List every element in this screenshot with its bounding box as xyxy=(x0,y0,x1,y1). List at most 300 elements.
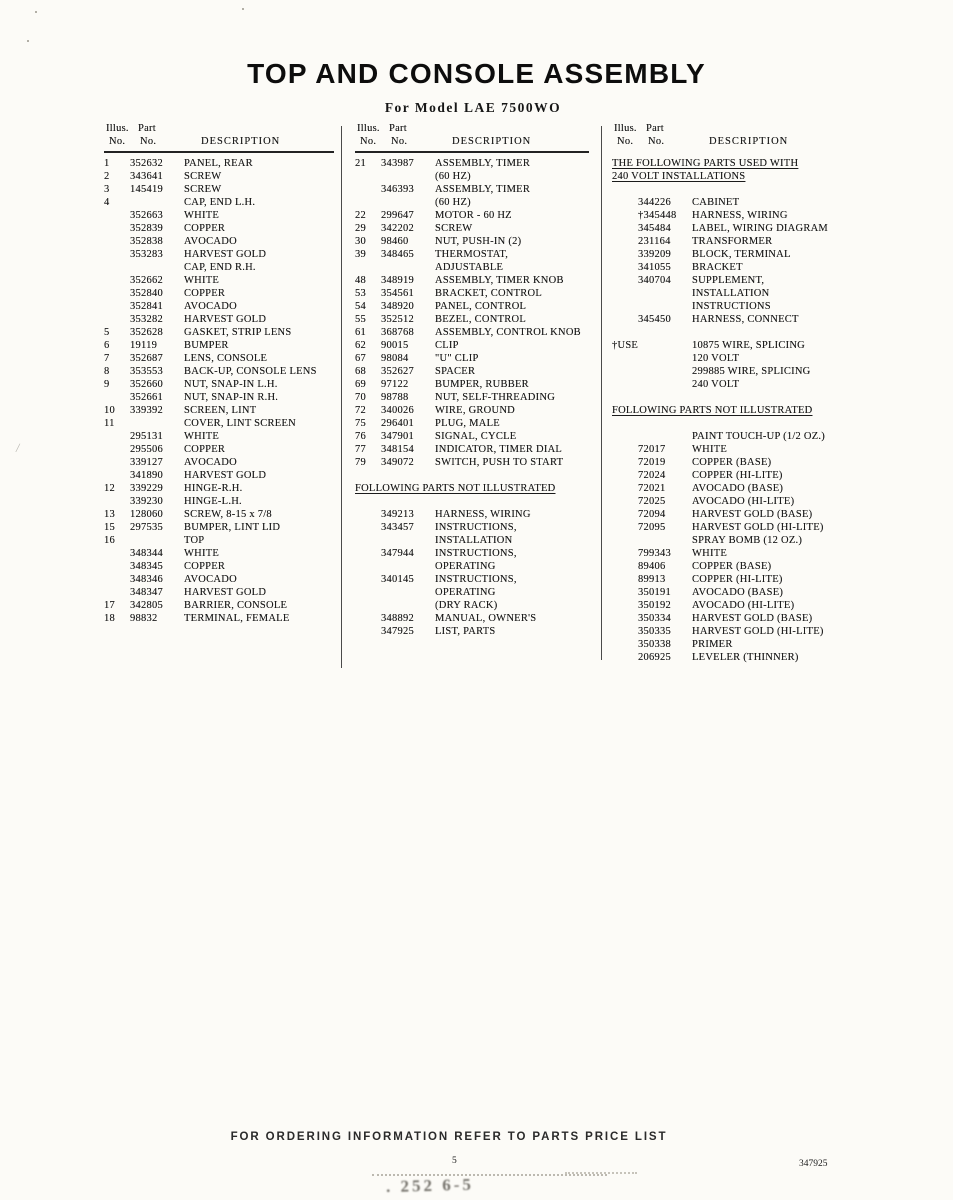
parts-row xyxy=(612,274,936,287)
part-description: PAINT TOUCH-UP (1/2 OZ.) xyxy=(692,431,825,442)
parts-row xyxy=(104,586,334,599)
parts-row xyxy=(612,586,936,599)
part-no: 352512 xyxy=(381,314,414,325)
header-illus: Illus. xyxy=(357,123,380,134)
part-description: SCREEN, LINT xyxy=(184,405,257,416)
parts-row xyxy=(355,508,589,521)
part-description: HARVEST GOLD xyxy=(184,587,267,598)
part-no: 297535 xyxy=(130,522,163,533)
part-description: (60 HZ) xyxy=(435,171,471,182)
part-no: 295506 xyxy=(130,444,163,455)
part-no: 72021 xyxy=(638,483,666,494)
part-description: AVOCADO (HI-LITE) xyxy=(692,600,795,611)
part-description: SCREW, 8-15 x 7/8 xyxy=(184,509,272,520)
part-description: BUMPER xyxy=(184,340,229,351)
parts-row xyxy=(104,326,334,339)
part-no xyxy=(638,534,692,547)
parts-row xyxy=(612,573,936,586)
part-no xyxy=(381,534,435,547)
part-description: SCREW xyxy=(435,223,473,234)
ordering-note: FOR ORDERING INFORMATION REFER TO PARTS PRICE LIST xyxy=(230,1131,668,1143)
section-heading xyxy=(612,404,936,417)
part-description: ASSEMBLY, TIMER KNOB xyxy=(435,275,564,286)
illus-no xyxy=(612,508,638,521)
part-description: INSTRUCTIONS xyxy=(692,301,771,312)
illus-no xyxy=(104,222,130,235)
illus-no: 2 xyxy=(104,171,110,182)
illus-no: 70 xyxy=(355,392,366,403)
column-divider xyxy=(341,126,342,668)
parts-row xyxy=(355,625,589,638)
part-no: 97122 xyxy=(381,379,409,390)
parts-row xyxy=(612,638,936,651)
part-description: WHITE xyxy=(692,444,728,455)
parts-row xyxy=(612,599,936,612)
part-no: 352840 xyxy=(130,288,163,299)
column-header xyxy=(104,122,334,152)
part-no xyxy=(381,586,435,599)
parts-row xyxy=(612,287,936,300)
illus-no xyxy=(612,469,638,482)
illus-no: 79 xyxy=(355,457,366,468)
illus-no xyxy=(104,443,130,456)
part-no: 348920 xyxy=(381,301,414,312)
parts-row xyxy=(104,391,334,404)
parts-row xyxy=(104,560,334,573)
parts-rows xyxy=(612,157,936,664)
parts-row xyxy=(355,287,589,300)
parts-row xyxy=(104,534,334,547)
part-description: TOP xyxy=(184,535,205,546)
parts-row xyxy=(104,235,334,248)
part-description: MOTOR - 60 HZ xyxy=(435,210,512,221)
illus-no xyxy=(355,612,381,625)
parts-row xyxy=(104,261,334,274)
parts-row xyxy=(355,339,589,352)
part-description: LABEL, WIRING DIAGRAM xyxy=(692,223,829,234)
part-no: 352841 xyxy=(130,301,163,312)
part-description: LIST, PARTS xyxy=(435,626,496,637)
header-part-no: No. xyxy=(140,136,157,147)
parts-row xyxy=(612,313,936,326)
illus-no xyxy=(104,235,130,248)
part-description: (DRY RACK) xyxy=(435,600,498,611)
part-no: 352632 xyxy=(130,158,163,169)
part-description: SCREW xyxy=(184,184,222,195)
part-description: ASSEMBLY, TIMER xyxy=(435,184,531,195)
illus-no xyxy=(612,378,638,391)
illus-no xyxy=(355,183,381,196)
parts-row xyxy=(355,183,589,196)
part-description: HARNESS, CONNECT xyxy=(692,314,799,325)
part-description: HARVEST GOLD xyxy=(184,314,267,325)
part-no xyxy=(638,339,692,352)
parts-row xyxy=(104,599,334,612)
part-description: COPPER xyxy=(184,223,226,234)
illus-no xyxy=(355,508,381,521)
part-description: (60 HZ) xyxy=(435,197,471,208)
illus-no: 76 xyxy=(355,431,366,442)
parts-row xyxy=(355,170,589,183)
illus-no xyxy=(355,599,381,612)
illus-no xyxy=(104,573,130,586)
part-no: 348346 xyxy=(130,574,163,585)
illus-no: 13 xyxy=(104,509,115,520)
spacer-row xyxy=(612,391,936,404)
parts-row xyxy=(612,534,936,547)
parts-row xyxy=(612,482,936,495)
scan-artifact xyxy=(27,40,29,42)
part-description: HARNESS, WIRING xyxy=(692,210,788,221)
illus-no: 61 xyxy=(355,327,366,338)
part-no: 295131 xyxy=(130,431,163,442)
part-no: 352661 xyxy=(130,392,163,403)
illus-no xyxy=(612,209,638,222)
parts-row xyxy=(104,612,334,625)
part-description: HARVEST GOLD xyxy=(184,249,267,260)
parts-row xyxy=(612,378,936,391)
part-description: SCREW xyxy=(184,171,222,182)
illus-no xyxy=(612,547,638,560)
part-no: 352628 xyxy=(130,327,163,338)
illus-no xyxy=(355,573,381,586)
part-description: COPPER (BASE) xyxy=(692,561,772,572)
part-no: 344226 xyxy=(638,197,671,208)
illus-no xyxy=(612,274,638,287)
illus-no xyxy=(355,196,381,209)
scan-artifact xyxy=(35,11,37,13)
parts-row xyxy=(612,651,936,664)
parts-row xyxy=(612,469,936,482)
part-no: 347944 xyxy=(381,548,414,559)
illus-no xyxy=(612,352,638,365)
illus-no xyxy=(612,261,638,274)
part-no: 799343 xyxy=(638,548,671,559)
parts-row xyxy=(104,378,334,391)
parts-row xyxy=(104,573,334,586)
page-number: 5 xyxy=(452,1156,457,1166)
parts-rows xyxy=(355,157,589,638)
parts-row xyxy=(104,339,334,352)
part-description: AVOCADO xyxy=(184,301,237,312)
part-no xyxy=(638,365,692,378)
illus-no xyxy=(612,521,638,534)
part-no: 346393 xyxy=(381,184,414,195)
illus-no: 77 xyxy=(355,444,366,455)
illus-no xyxy=(612,235,638,248)
part-description: HARVEST GOLD (HI-LITE) xyxy=(692,626,824,637)
illus-no xyxy=(104,287,130,300)
illus-no: 22 xyxy=(355,210,366,221)
parts-row xyxy=(355,430,589,443)
illus-no xyxy=(104,495,130,508)
header-illus-no: No. xyxy=(360,136,377,147)
column-divider xyxy=(601,126,602,660)
parts-row xyxy=(104,196,334,209)
parts-row xyxy=(355,326,589,339)
part-description: 240 VOLT xyxy=(692,379,740,390)
part-description: LEVELER (THINNER) xyxy=(692,652,799,663)
part-no xyxy=(381,261,435,274)
part-no: 352660 xyxy=(130,379,163,390)
part-description: INDICATOR, TIMER DIAL xyxy=(435,444,563,455)
parts-row xyxy=(355,196,589,209)
parts-column-right xyxy=(612,122,936,664)
part-description: WHITE xyxy=(692,548,728,559)
part-no: 350335 xyxy=(638,626,671,637)
parts-row xyxy=(612,365,936,378)
part-no: 339229 xyxy=(130,483,163,494)
part-description: HARVEST GOLD xyxy=(184,470,267,481)
illus-no xyxy=(104,456,130,469)
parts-row xyxy=(355,612,589,625)
illus-no xyxy=(612,300,638,313)
part-no xyxy=(638,300,692,313)
illus-no xyxy=(104,430,130,443)
illus-no xyxy=(612,534,638,547)
part-description: TERMINAL, FEMALE xyxy=(184,613,290,624)
illus-no: 75 xyxy=(355,418,366,429)
header-description: DESCRIPTION xyxy=(709,136,789,147)
part-no: 348154 xyxy=(381,444,414,455)
parts-row xyxy=(355,391,589,404)
parts-row xyxy=(355,404,589,417)
parts-row xyxy=(612,560,936,573)
parts-row xyxy=(612,547,936,560)
illus-no xyxy=(612,313,638,326)
parts-row xyxy=(355,365,589,378)
part-no: 90015 xyxy=(381,340,409,351)
part-no: 341890 xyxy=(130,470,163,481)
illus-no: 62 xyxy=(355,340,366,351)
illus-no xyxy=(104,547,130,560)
illus-no: 39 xyxy=(355,249,366,260)
scan-artifact: / xyxy=(15,439,21,456)
part-description: GASKET, STRIP LENS xyxy=(184,327,292,338)
part-description: ASSEMBLY, TIMER xyxy=(435,158,531,169)
parts-row xyxy=(355,222,589,235)
part-no: 342202 xyxy=(381,223,414,234)
parts-row xyxy=(355,378,589,391)
part-description: INSTRUCTIONS, xyxy=(435,522,517,533)
part-description: WHITE xyxy=(184,210,220,221)
illus-no xyxy=(355,560,381,573)
scan-artifact xyxy=(242,8,244,10)
part-no: 339127 xyxy=(130,457,163,468)
spacer-row xyxy=(355,495,589,508)
part-description: COPPER (HI-LITE) xyxy=(692,574,783,585)
parts-row xyxy=(104,365,334,378)
header-part-no: No. xyxy=(648,136,665,147)
part-no: 72019 xyxy=(638,457,666,468)
parts-row xyxy=(612,625,936,638)
part-description: WHITE xyxy=(184,548,220,559)
parts-row xyxy=(355,261,589,274)
illus-no: 72 xyxy=(355,405,366,416)
part-description: CAP, END L.H. xyxy=(184,197,256,208)
part-no: 348892 xyxy=(381,613,414,624)
part-no: 348344 xyxy=(130,548,163,559)
parts-row xyxy=(355,599,589,612)
illus-no xyxy=(104,391,130,404)
illus-no: 68 xyxy=(355,366,366,377)
part-no: 350334 xyxy=(638,613,671,624)
parts-row xyxy=(612,508,936,521)
part-no xyxy=(130,534,184,547)
part-no: 350192 xyxy=(638,600,671,611)
illus-no xyxy=(104,469,130,482)
part-no: 343987 xyxy=(381,158,414,169)
section-heading xyxy=(355,482,589,495)
part-no xyxy=(130,417,184,430)
illus-no: 8 xyxy=(104,366,110,377)
illus-no xyxy=(104,261,130,274)
section-heading-label: THE FOLLOWING PARTS USED WITH xyxy=(612,158,799,169)
section-heading xyxy=(612,170,936,183)
part-no: 206925 xyxy=(638,652,671,663)
part-description: "U" CLIP xyxy=(435,353,479,364)
part-no: 98084 xyxy=(381,353,409,364)
parts-row xyxy=(104,456,334,469)
part-no: 340145 xyxy=(381,574,414,585)
illus-no: 1 xyxy=(104,158,110,169)
parts-row xyxy=(104,508,334,521)
page-title: TOP AND CONSOLE ASSEMBLY xyxy=(247,58,706,89)
part-description: PLUG, MALE xyxy=(435,418,500,429)
illus-no: 55 xyxy=(355,314,366,325)
parts-row xyxy=(612,248,936,261)
section-heading-label: 240 VOLT INSTALLATIONS xyxy=(612,171,746,182)
part-no: 341055 xyxy=(638,262,671,273)
header-description: DESCRIPTION xyxy=(201,136,281,147)
parts-row xyxy=(355,417,589,430)
header-illus: Illus. xyxy=(106,123,129,134)
part-description: COPPER (HI-LITE) xyxy=(692,470,783,481)
parts-row xyxy=(355,521,589,534)
illus-no xyxy=(104,248,130,261)
part-description: HARNESS, WIRING xyxy=(435,509,531,520)
part-no: 352663 xyxy=(130,210,163,221)
illus-no xyxy=(355,547,381,560)
illus-no: 30 xyxy=(355,236,366,247)
part-no xyxy=(381,560,435,573)
illus-no xyxy=(612,495,638,508)
part-description: SWITCH, PUSH TO START xyxy=(435,457,564,468)
illus-no: 18 xyxy=(104,613,115,624)
part-no: 145419 xyxy=(130,184,163,195)
parts-row xyxy=(355,573,589,586)
illus-no xyxy=(612,560,638,573)
part-no: 98788 xyxy=(381,392,409,403)
part-no: 19119 xyxy=(130,340,158,351)
part-description: AVOCADO (BASE) xyxy=(692,587,784,598)
part-no: 352839 xyxy=(130,223,163,234)
part-description: COPPER xyxy=(184,288,226,299)
illus-no: 53 xyxy=(355,288,366,299)
section-heading-label: FOLLOWING PARTS NOT ILLUSTRATED xyxy=(355,483,556,494)
parts-column-left xyxy=(104,122,334,625)
parts-row xyxy=(104,170,334,183)
header-illus-no: No. xyxy=(109,136,126,147)
part-no: 339392 xyxy=(130,405,163,416)
parts-row xyxy=(612,261,936,274)
part-no xyxy=(130,196,184,209)
part-no: †345448 xyxy=(638,210,677,221)
parts-row xyxy=(612,352,936,365)
parts-row xyxy=(355,352,589,365)
scan-artifact xyxy=(565,1172,637,1174)
part-no: 352627 xyxy=(381,366,414,377)
parts-row xyxy=(104,313,334,326)
part-no xyxy=(381,196,435,209)
illus-no xyxy=(612,573,638,586)
parts-row xyxy=(104,404,334,417)
parts-row xyxy=(104,430,334,443)
part-description: WHITE xyxy=(184,431,220,442)
parts-row xyxy=(104,521,334,534)
part-no: 72095 xyxy=(638,522,666,533)
part-no xyxy=(638,430,692,443)
document-number: 347925 xyxy=(799,1159,828,1169)
part-no: 353283 xyxy=(130,249,163,260)
parts-row xyxy=(612,443,936,456)
parts-row xyxy=(355,300,589,313)
header-description: DESCRIPTION xyxy=(452,136,532,147)
parts-row xyxy=(355,209,589,222)
parts-row xyxy=(104,443,334,456)
illus-no: 16 xyxy=(104,535,115,546)
part-description: 299885 WIRE, SPLICING xyxy=(692,366,811,377)
part-no xyxy=(638,287,692,300)
header-illus: Illus. xyxy=(614,123,637,134)
illus-no: 67 xyxy=(355,353,366,364)
part-description: COVER, LINT SCREEN xyxy=(184,418,296,429)
part-description: OPERATING xyxy=(435,587,496,598)
illus-no: 6 xyxy=(104,340,110,351)
illus-no xyxy=(104,274,130,287)
parts-row xyxy=(612,612,936,625)
header-part: Part xyxy=(389,123,407,134)
illus-no: 21 xyxy=(355,158,366,169)
illus-no xyxy=(612,586,638,599)
part-description: PANEL, CONTROL xyxy=(435,301,527,312)
column-header xyxy=(355,122,589,152)
part-description: TRANSFORMER xyxy=(692,236,773,247)
part-description: NUT, SNAP-IN R.H. xyxy=(184,392,279,403)
parts-row xyxy=(104,287,334,300)
part-description: AVOCADO xyxy=(184,236,237,247)
parts-row xyxy=(104,222,334,235)
illus-no xyxy=(104,209,130,222)
part-no: 347925 xyxy=(381,626,414,637)
parts-rows xyxy=(104,157,334,625)
parts-row xyxy=(612,209,936,222)
spacer-row xyxy=(612,326,936,339)
illus-no xyxy=(355,534,381,547)
part-no: 352838 xyxy=(130,236,163,247)
part-description: NUT, PUSH-IN (2) xyxy=(435,236,522,247)
illus-no xyxy=(612,443,638,456)
illus-no: 15 xyxy=(104,522,115,533)
parts-row xyxy=(104,209,334,222)
part-no: 128060 xyxy=(130,509,163,520)
spacer-row xyxy=(355,469,589,482)
part-description: ASSEMBLY, CONTROL KNOB xyxy=(435,327,581,338)
part-description: COPPER xyxy=(184,444,226,455)
part-description: MANUAL, OWNER'S xyxy=(435,613,537,624)
part-no: 354561 xyxy=(381,288,414,299)
illus-no: 4 xyxy=(104,197,110,208)
